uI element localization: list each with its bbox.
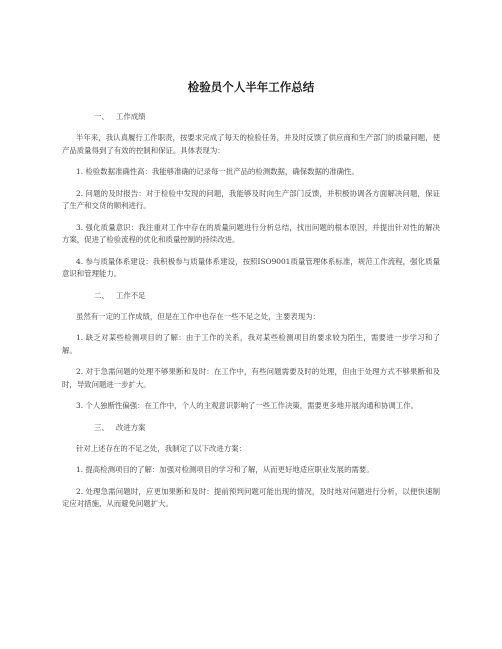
list-item: 1. 检验数据准确性高：我能够准确的记录每一批产品的检测数据，确保数据的准确性。 xyxy=(76,167,359,176)
section-heading-text: 工作不足 xyxy=(116,290,146,300)
list-item: 2. 问题的及时报告：对于检验中发现的问题，我能够及时向生产部门反馈，并积极协调各方面解决问题，保证了生产和交货的顺利进行。 xyxy=(62,188,440,210)
section-heading xyxy=(62,422,440,433)
section-heading xyxy=(62,111,440,122)
document-title: 检验员个人半年工作总结 xyxy=(187,80,315,94)
section-number: 三、 xyxy=(94,422,109,432)
list-item: 3. 强化质量意识：我注重对工作中存在的质量问题进行分析总结，找出问题的根本原因，并提出针对性的解决方案，促进了检验流程的优化和质量控制的持续改进。 xyxy=(62,222,440,244)
section-improvements xyxy=(62,422,440,511)
section-number: 一、 xyxy=(94,112,109,121)
section-heading-text: 工作成绩 xyxy=(116,112,146,121)
list-item: 1. 提高检测项目的了解：加强对检测项目的学习和了解，从而更好地适应职业发展的需要。 xyxy=(76,465,374,474)
section-shortcomings xyxy=(62,290,440,413)
list-item: 4. 参与质量体系建设：我积极参与质量体系建设，按照ISO9001质量管理体系标准，规范工作流程，强化质量意识和管理能力。 xyxy=(62,256,440,278)
section-achievements xyxy=(62,111,440,281)
section-heading-text: 改进方案 xyxy=(116,422,146,432)
list-item: 2. 对于急需问题的处理不够果断和及时：在工作中，有些问题需要及时的处理，但由于处理方式不够果断和及时，导致问题进一步扩大。 xyxy=(62,367,440,389)
list-item: 2. 处理急需问题时，应更加果断和及时：提前预判问题可能出现的情况，及时地对问题进行分析，以便快速制定应对措施，从而避免问题扩大。 xyxy=(62,486,440,508)
list-item: 1. 缺乏对某些检测项目的了解：由于工作的关系，我对某些检测项目的要求较为陌生，需要进一步学习和了解。 xyxy=(62,333,440,355)
section-intro: 半年来，我认真履行工作职责，按要求完成了每天的检验任务，并及时反馈了供应商和生产部门的质量问题，使产品质量得到了有效的控制和保证。具体表现为： xyxy=(62,133,440,155)
list-item: 3. 个人独断性偏强：在工作中，个人的主观意识影响了一些工作决策，需要更多地开展沟通和协调工作。 xyxy=(76,401,418,410)
section-intro: 针对上述存在的不足之处，我制定了以下改进方案： xyxy=(76,443,246,453)
section-number: 二、 xyxy=(94,290,109,300)
section-intro: 虽然有一定的工作成绩，但是在工作中也存在一些不足之处，主要表现为： xyxy=(76,311,320,321)
section-heading xyxy=(62,290,440,301)
